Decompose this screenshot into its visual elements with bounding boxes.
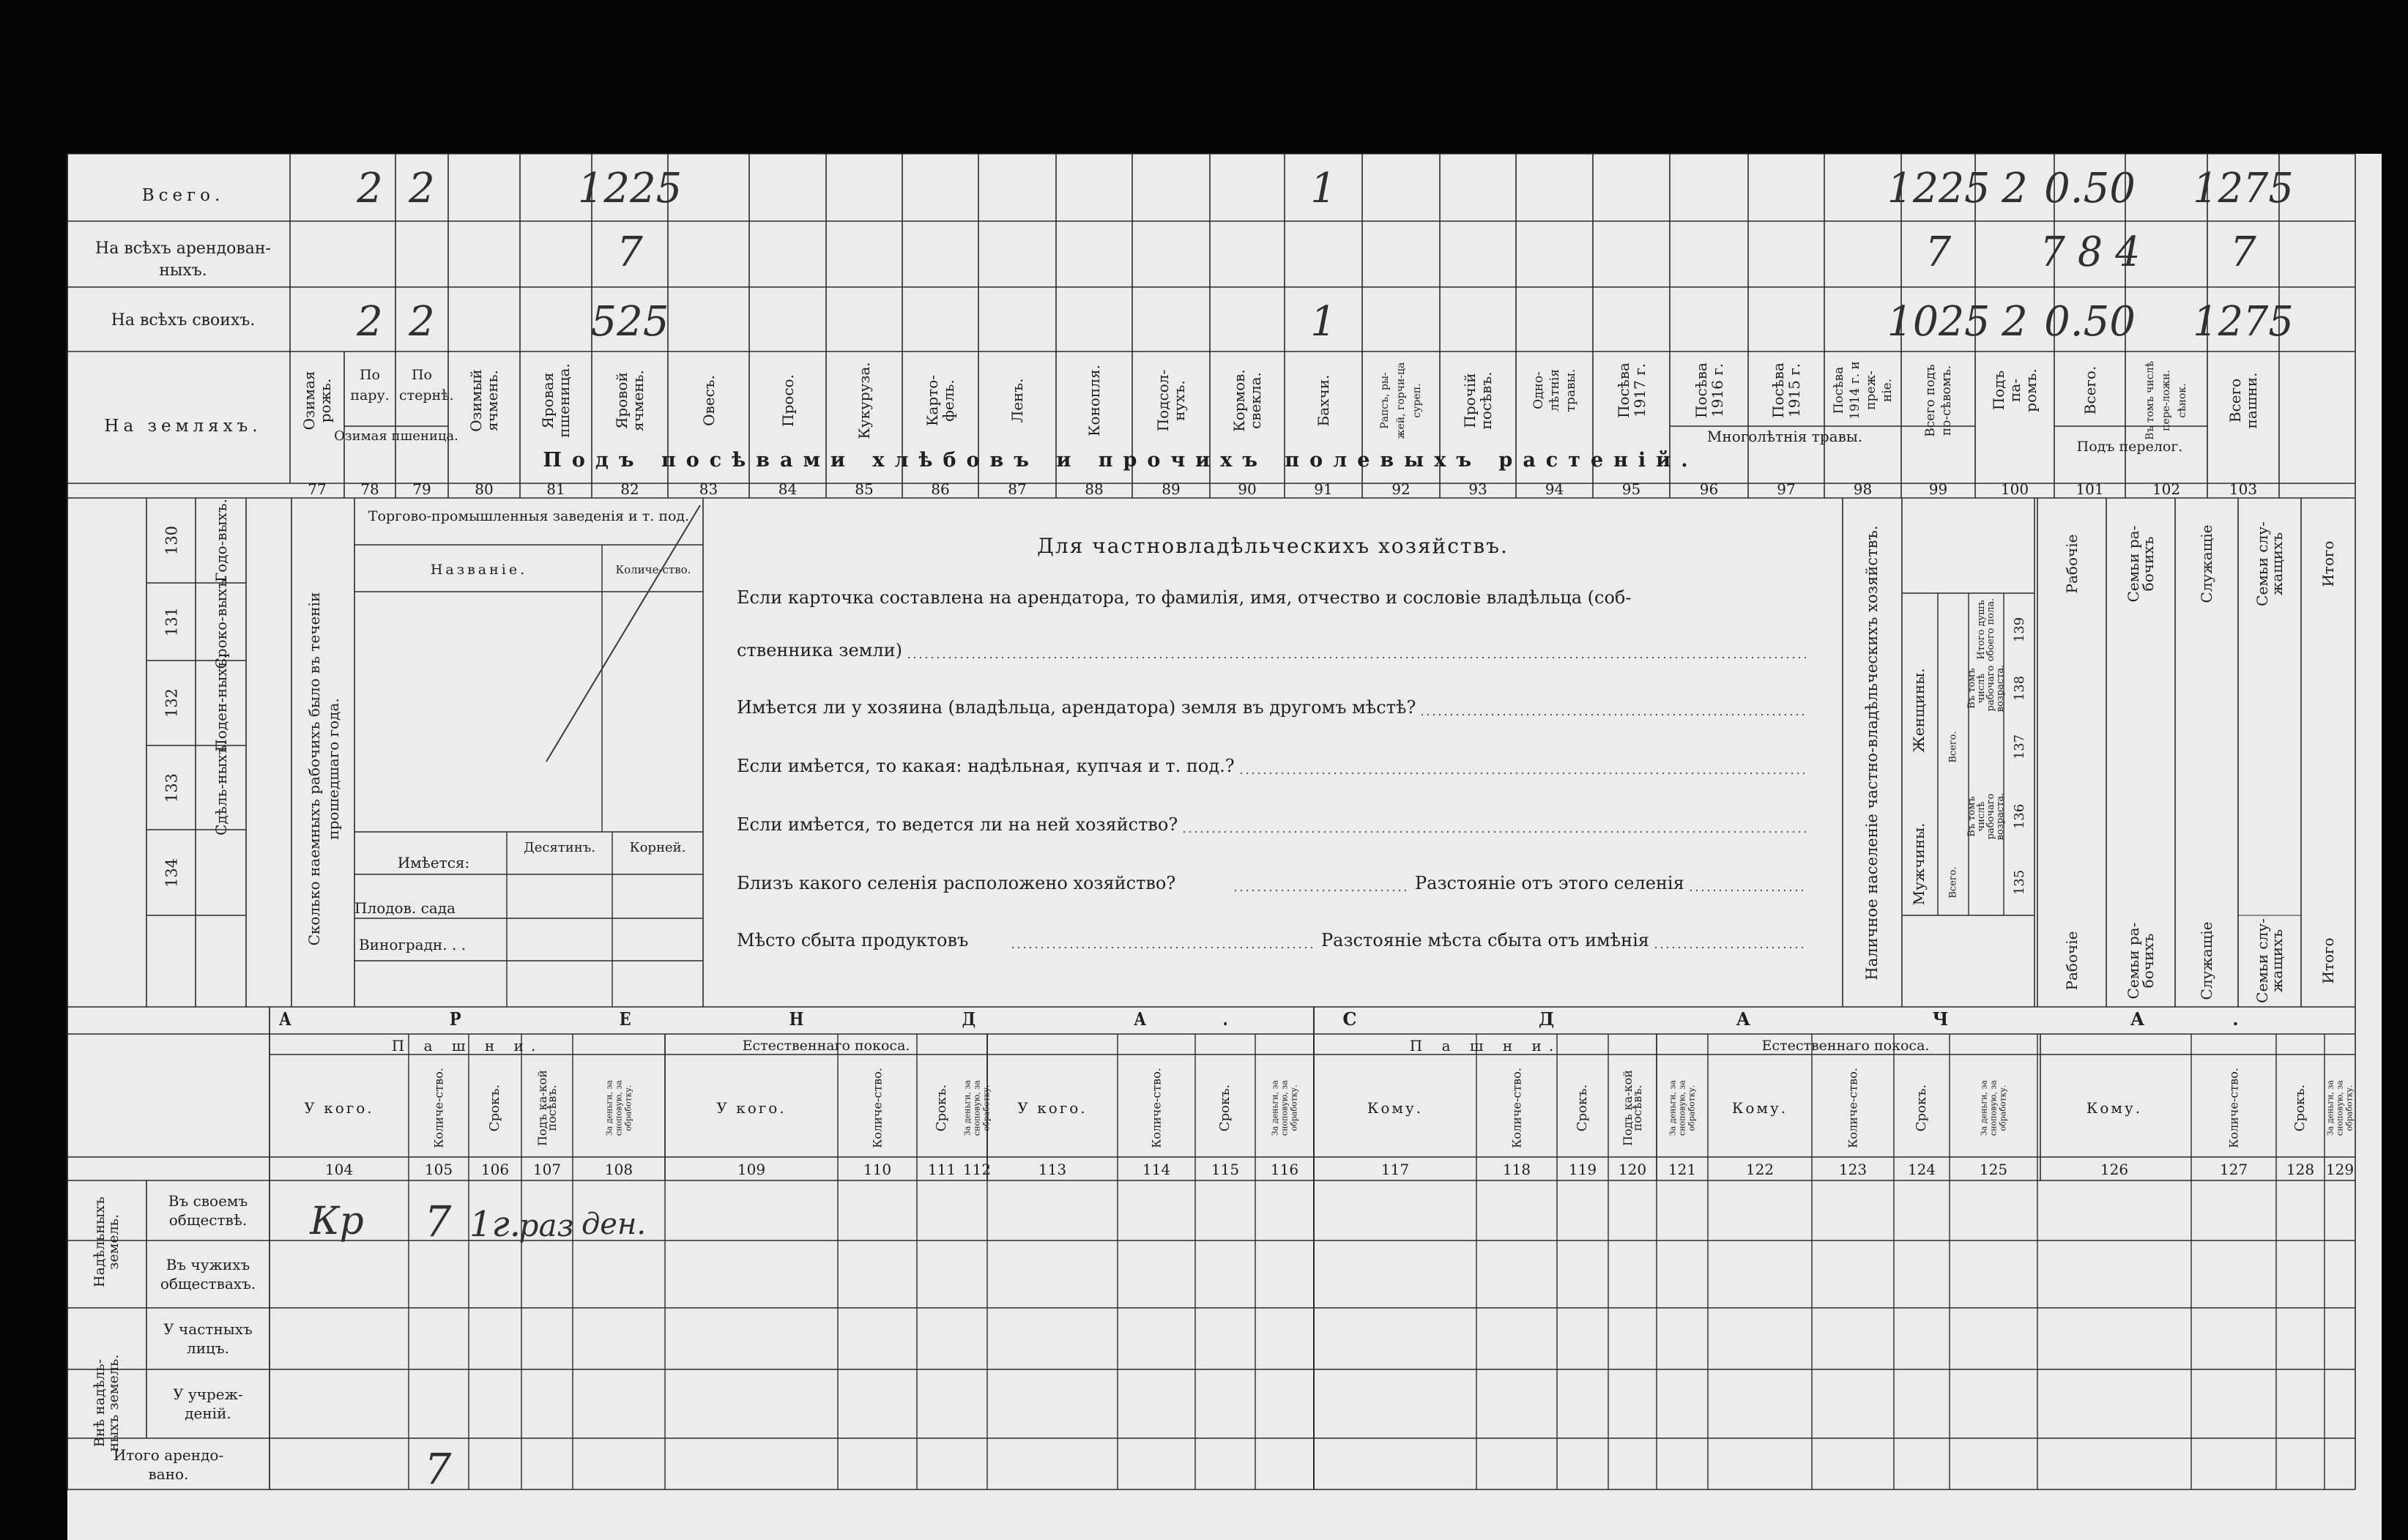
population-column-header: Всего. (1947, 866, 1959, 899)
lease-column-header: У кого. (716, 1099, 787, 1117)
lease-row-label: Въ своемъ обществѣ. (168, 1192, 248, 1229)
column-number: 97 (1777, 480, 1796, 498)
handwritten-entry: 7 (2230, 228, 2256, 276)
lease-column-header: За деньги, за сноповую, за обработку. (604, 1079, 633, 1137)
column-header: Кукуруза. (855, 361, 873, 439)
population-right-col-bottom: Семьи слу-жащихъ (2253, 918, 2286, 1003)
column-number: 80 (475, 480, 494, 498)
lease-column-header: За деньги, за сноповую, за обработку. (2325, 1079, 2355, 1137)
population-men: Мужчины. (1910, 822, 1928, 906)
column-number: 99 (1928, 480, 1948, 498)
population-right-col-bottom: Рабочiе (2063, 931, 2081, 991)
column-number: 79 (412, 480, 431, 498)
handwritten-entry: 1225 (577, 165, 683, 212)
column-header: Бахчи. (1315, 374, 1332, 426)
row-label-total: Всего. (141, 185, 225, 205)
worker-column-number: 130 (163, 525, 181, 556)
handwritten-entry: 0.50 (2044, 298, 2136, 346)
orchard-roots: Корней. (629, 840, 686, 855)
column-number: 101 (2076, 480, 2104, 498)
lease-column-header: За деньги, за сноповую, за обработку. (1668, 1079, 1697, 1137)
handwritten-entry: 7 8 4 (2040, 228, 2140, 276)
arenda-pokos-1: Естественнаго покоса. (742, 1037, 910, 1054)
column-number: 87 (1008, 480, 1027, 498)
lease-column-number: 106 (480, 1161, 510, 1178)
column-number: 90 (1238, 480, 1257, 498)
population-column-header: Итого душъ обоего пола. (1976, 598, 1996, 662)
handwritten-entry: Кр (310, 1199, 364, 1243)
lease-column-number: 118 (1502, 1161, 1531, 1178)
lease-column-header: Срокъ. (1217, 1084, 1233, 1132)
trade-title: Торгово-промышленныя заведенiя и т. под. (368, 507, 690, 524)
column-header: Карто-фель. (924, 374, 957, 426)
handwritten-entry: 1225 (1887, 165, 1990, 212)
private-question: Разстоянiе отъ этого селенiя (1415, 873, 1684, 893)
column-number: 77 (308, 480, 327, 498)
population-right-col-top: Рабочiе (2063, 534, 2081, 594)
worker-column-number: 132 (163, 688, 181, 718)
column-header: Всего пашни. (2226, 372, 2260, 428)
handwritten-entry: 1275 (2193, 298, 2294, 346)
column-number: 83 (699, 480, 718, 498)
column-header: Всего подъ по-сѣвомъ. (1922, 363, 1954, 437)
lease-column-header: Количе-ство. (870, 1068, 885, 1148)
worker-column-header: Годо-выхъ. (212, 499, 230, 582)
lease-column-header: Подъ ка-кой посѣвъ. (535, 1070, 559, 1146)
group-winter-wheat: Озимая пшеница. (334, 428, 458, 444)
column-header: Подъ па-ромъ. (1990, 368, 2040, 412)
column-number: 93 (1468, 480, 1487, 498)
lease-column-number: 110 (863, 1161, 892, 1178)
column-number: 92 (1391, 480, 1411, 498)
group-nadel: Надѣльныхъ земель. (92, 1196, 122, 1288)
private-question: ственника земли) (737, 640, 902, 661)
lease-column-number: 126 (2100, 1161, 2129, 1178)
column-number: 103 (2229, 480, 2258, 498)
handwritten-entry: 1275 (2193, 165, 2294, 212)
lease-column-header: Подъ ка-кой посѣвъ. (1621, 1070, 1644, 1146)
handwritten-entry: 7 (424, 1197, 452, 1246)
orchard-desyatin: Десятинъ. (524, 840, 595, 855)
handwritten-entry: 525 (590, 298, 669, 346)
lease-column-number: 113 (1038, 1161, 1067, 1178)
lease-column-header: Кому. (2086, 1099, 2143, 1117)
population-column-header: Въ томъ числѣ рабочаго возраста. (1966, 792, 2006, 841)
population-women: Женщины. (1910, 668, 1928, 753)
lease-column-number: 124 (1907, 1161, 1936, 1178)
population-column-number: 139 (2012, 617, 2027, 643)
lease-column-number: 109 (737, 1161, 766, 1178)
worker-column-header: Сдѣль-ныхъ. (212, 740, 230, 836)
population-right-col-top: Семьи ра-бочихъ (2125, 525, 2157, 603)
lease-column-number: 115 (1211, 1161, 1240, 1178)
population-column-number: 135 (2012, 869, 2027, 896)
handwritten-entry: 2 (2002, 298, 2028, 346)
column-header: Ленъ. (1008, 378, 1026, 423)
private-question: Имѣется ли у хозяина (владѣльца, арендатора) земля въ другомъ мѣстѣ? (737, 697, 1416, 718)
lease-column-number: 111 (927, 1161, 956, 1178)
population-column-number: 137 (2012, 734, 2027, 760)
column-header: Озимая рожь. (300, 371, 334, 430)
handwritten-entry: раз (519, 1208, 574, 1243)
column-header: Рапсъ, ры-жей, горчи-ца суреп. (1379, 362, 1423, 439)
lease-column-number: 129 (2325, 1161, 2355, 1178)
lease-column-header: Количе-ство. (1149, 1068, 1164, 1148)
handwritten-entry: ден. (581, 1208, 647, 1241)
lease-column-number: 123 (1838, 1161, 1868, 1178)
lease-column-header: Срокъ. (1914, 1084, 1929, 1132)
population-right-col-bottom: Служащiе (2198, 921, 2215, 1000)
worker-column-number: 131 (163, 606, 181, 637)
column-header: Посѣва 1914 г. и преж-нiе. (1831, 361, 1895, 420)
column-number: 91 (1314, 480, 1333, 498)
lease-column-number: 108 (604, 1161, 633, 1178)
handwritten-entry: 2 (357, 165, 383, 212)
private-question: Если карточка составлена на арендатора, то фамилiя, имя, отчество и сословiе владѣльца (соб- (737, 587, 1632, 608)
private-question: Мѣсто сбыта продуктовъ (737, 930, 969, 951)
handwritten-entry: 2 (2002, 165, 2028, 212)
worker-column-number: 133 (163, 773, 181, 803)
lease-column-number: 117 (1380, 1161, 1410, 1178)
lease-column-header: Кому. (1367, 1099, 1424, 1117)
population-right-col-bottom: Итого (2319, 937, 2337, 984)
handwritten-entry: 2 (357, 298, 383, 346)
private-question: Близъ какого селенiя расположено хозяйство? (737, 873, 1176, 893)
handwritten-entry: 7 (424, 1444, 452, 1494)
sdacha-pashni: П а ш н и. (1409, 1037, 1561, 1054)
lease-column-header: У кого. (304, 1099, 374, 1117)
lease-column-header: Количе-ство. (1846, 1068, 1860, 1148)
column-header: Въ томъ числѣ пере-ложн. сѣнок. (2144, 360, 2188, 440)
population-right-col-top: Итого (2319, 540, 2337, 587)
lease-column-number: 119 (1568, 1161, 1597, 1178)
column-number: 89 (1162, 480, 1181, 498)
column-header: Прочiй посѣвъ. (1461, 371, 1495, 429)
lease-column-number: 112 (962, 1161, 992, 1178)
lease-column-number: 128 (2286, 1161, 2315, 1178)
column-header: Просо. (778, 373, 797, 427)
population-column-header: Всего. (1947, 731, 1959, 763)
lease-column-number: 127 (2219, 1161, 2248, 1178)
crops-banner: Подъ посѣвами хлѣбовъ и прочихъ полевыхъ растенiй. (543, 448, 1698, 472)
group-fallow: Подъ перелог. (2076, 438, 2183, 455)
column-number: 98 (1853, 480, 1873, 498)
handwritten-entry: 1025 (1887, 298, 1990, 346)
row-label-own: На всѣхъ своихъ. (111, 311, 256, 330)
row-label-rented-cont: ныхъ. (159, 261, 207, 280)
column-header: Озимый ячмень. (467, 368, 501, 432)
lease-column-header: Кому. (1731, 1099, 1788, 1117)
lease-column-header: За деньги, за сноповую, за обработку. (962, 1079, 992, 1137)
private-question: Разстоянiе мѣста сбыта отъ имѣнiя (1321, 930, 1649, 951)
handwritten-entry: 1г. (469, 1204, 521, 1245)
column-header: Посѣва 1916 г. (1692, 362, 1726, 418)
lease-column-header: Количе-ство. (2226, 1068, 2241, 1148)
private-question: Если имѣется, то какая: надѣльная, купчая и т. под.? (737, 756, 1235, 776)
column-header: Овесъ. (699, 374, 718, 426)
lease-row-label: Въ чужихъ обществахъ. (160, 1256, 256, 1292)
lease-column-header: За деньги, за сноповую, за обработку. (1979, 1079, 2008, 1137)
population-column-number: 138 (2012, 675, 2027, 702)
worker-column-header: Сроко-выхъ. (212, 574, 230, 669)
handwritten-entry: 0.50 (2044, 165, 2136, 212)
lease-column-header: У кого. (1017, 1099, 1088, 1117)
lease-column-number: 125 (1979, 1161, 2008, 1178)
private-title: Для частновладѣльческихъ хозяйствъ. (1037, 534, 1509, 558)
lease-column-header: Количе-ство. (1509, 1068, 1524, 1148)
column-header: Посѣва 1915 г. (1769, 362, 1803, 418)
column-number: 78 (360, 480, 379, 498)
row-label-lands: На земляхъ. (104, 416, 262, 436)
arenda-pashni: П а ш н и. (391, 1037, 543, 1054)
private-question: Если имѣется, то ведется ли на ней хозяйство? (737, 814, 1178, 835)
orchard-vineyard: Виноградн. . . (358, 936, 467, 953)
handwritten-entry: 2 (409, 165, 435, 212)
column-header: Посѣва 1917 г. (1614, 362, 1649, 418)
arenda-title: А Р Е Н Д А. (278, 1008, 1305, 1030)
handwritten-entry: 7 (1925, 228, 1952, 276)
column-number: 88 (1085, 480, 1104, 498)
population-column-header: Въ томъ числѣ рабочаго возраста. (1966, 664, 2006, 713)
population-right-col-top: Служащiе (2198, 524, 2215, 603)
column-number: 102 (2152, 480, 2181, 498)
trade-name-col: Названiе. (430, 561, 528, 578)
handwritten-entry: 1 (1310, 165, 1337, 212)
column-header: Подсол-нухъ. (1154, 369, 1188, 431)
lease-column-number: 114 (1142, 1161, 1171, 1178)
lease-column-header: За деньги, за сноповую, за обработку. (1270, 1079, 1299, 1137)
lease-column-number: 116 (1270, 1161, 1299, 1178)
lease-column-header: Количе-ство. (431, 1068, 446, 1148)
lease-column-number: 120 (1618, 1161, 1647, 1178)
trade-qty-col: Количе-ство. (615, 562, 691, 576)
column-number: 84 (778, 480, 798, 498)
column-number: 82 (620, 480, 639, 498)
row-label-rented: На всѣхъ арендован- (95, 239, 271, 258)
group-vne: Внѣ надѣль-ныхъ земель. (92, 1354, 122, 1452)
column-header: Яровая пшеница. (539, 362, 573, 438)
column-header: Кормов. свекла. (1230, 368, 1264, 432)
population-right-col-bottom: Семьи ра-бочихъ (2125, 922, 2157, 1000)
column-header: Конопля. (1085, 364, 1103, 436)
hired-workers-caption: Сколько наемныхъ рабочихъ было въ теченiи прошедшаго года. (305, 592, 342, 946)
column-header: Всего. (2081, 365, 2099, 415)
column-number: 94 (1545, 480, 1564, 498)
lease-column-number: 122 (1745, 1161, 1775, 1178)
orchard-fruit: Плодов. сада (354, 899, 456, 917)
lease-column-number: 107 (532, 1161, 562, 1178)
column-header: По пару. (350, 367, 390, 403)
column-header: Одно-лѣтнiя травы. (1531, 368, 1578, 412)
column-number: 95 (1621, 480, 1641, 498)
lease-column-header: Срокъ. (934, 1084, 949, 1132)
worker-column-header: Поден-ныхъ. (212, 654, 230, 752)
orchard-has: Имѣется: (397, 854, 470, 871)
population-column-number: 136 (2012, 803, 2027, 830)
sdacha-title: С Д А Ч А. (1342, 1008, 2327, 1030)
lease-column-header: Срокъ. (2292, 1084, 2308, 1132)
population-caption: Наличное населенiе частно-владѣльческихъ хозяйствъ. (1863, 525, 1881, 981)
group-perennial-grass: Многолѣтнiя травы. (1706, 428, 1863, 445)
handwritten-entry: 2 (409, 298, 435, 346)
worker-column-number: 134 (163, 858, 181, 888)
column-number: 81 (546, 480, 565, 498)
lease-column-header: Срокъ. (487, 1084, 502, 1132)
column-number: 96 (1699, 480, 1719, 498)
column-header: По стернѣ. (399, 367, 454, 403)
sdacha-pokos: Естественнаго покоса. (1761, 1037, 1930, 1054)
column-number: 86 (931, 480, 950, 498)
handwritten-entry: 7 (617, 228, 643, 276)
handwritten-entry: 1 (1310, 298, 1337, 346)
population-right-col-top: Семьи слу-жащихъ (2253, 521, 2286, 606)
lease-column-number: 105 (424, 1161, 453, 1178)
lease-row-label: У учреж-денiй. (173, 1385, 243, 1422)
column-header: Яровой ячмень. (613, 369, 647, 431)
lease-column-header: Срокъ. (1575, 1084, 1590, 1132)
lease-row-label: У частныхъ лицъ. (163, 1320, 253, 1357)
column-number: 100 (2000, 480, 2029, 498)
lease-column-number: 121 (1668, 1161, 1697, 1178)
lease-total-label: Итого арендо-вано. (113, 1446, 224, 1483)
column-number: 85 (855, 480, 874, 498)
lease-column-number: 104 (324, 1161, 354, 1178)
